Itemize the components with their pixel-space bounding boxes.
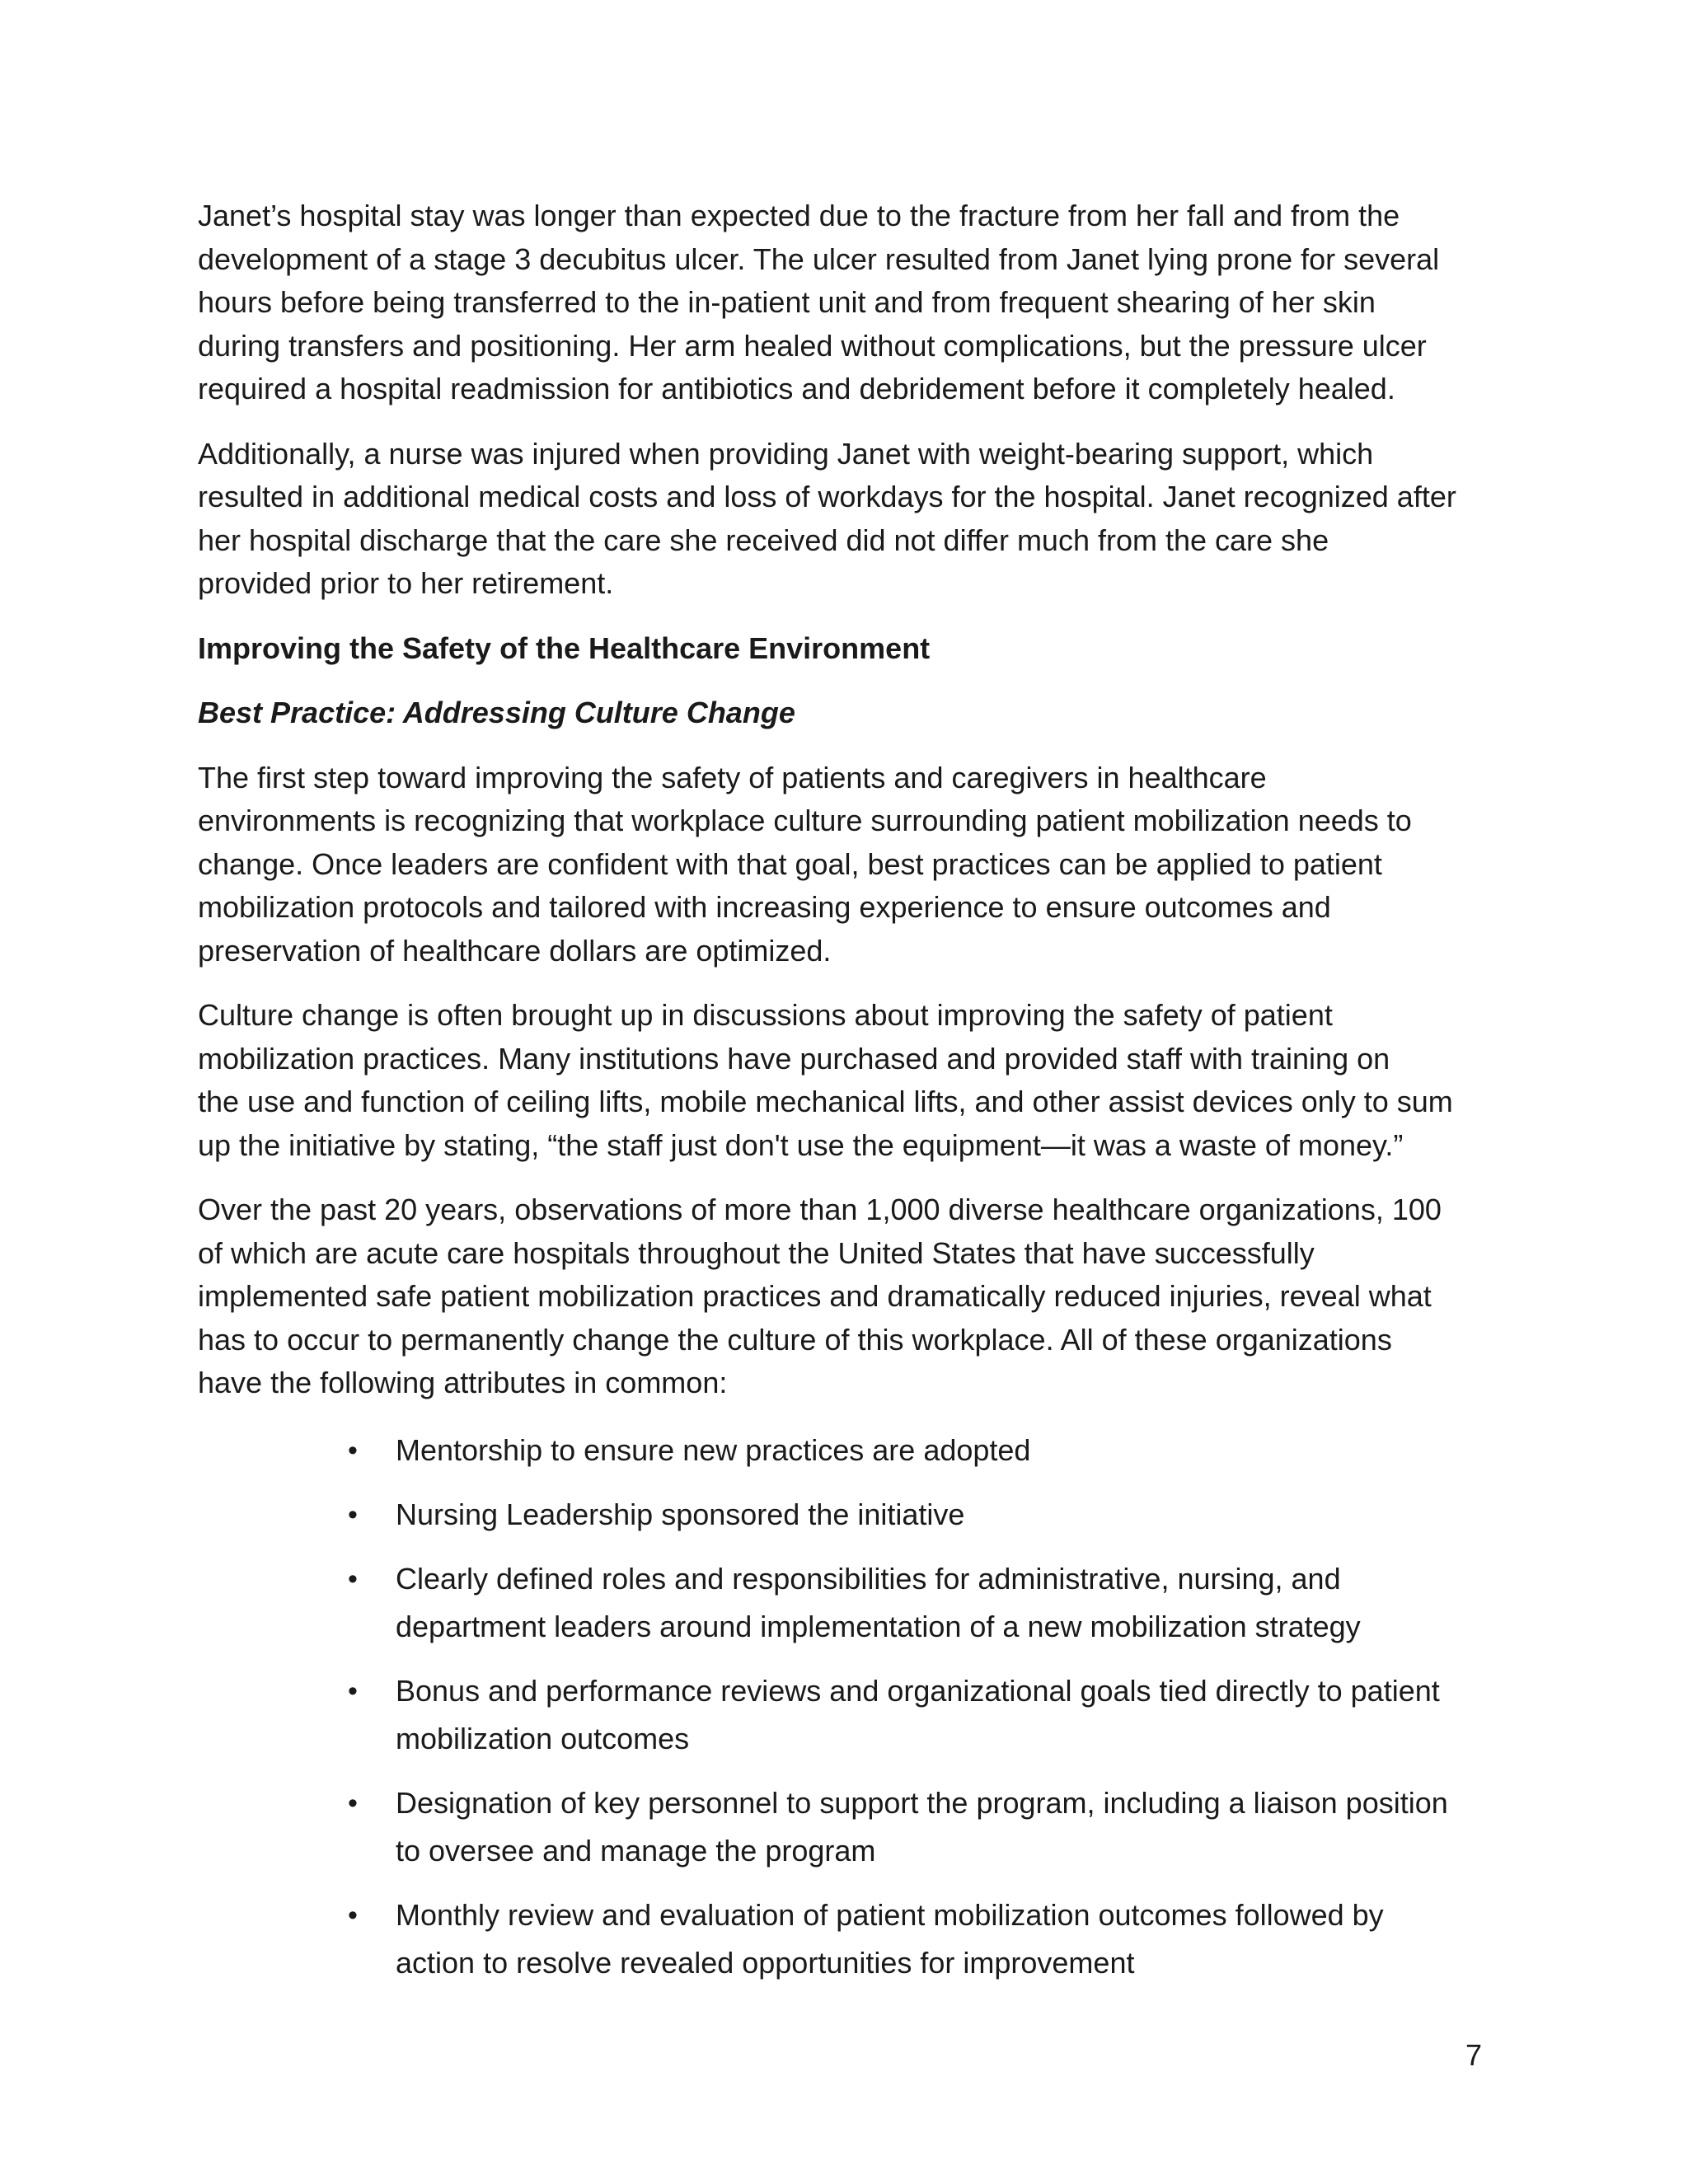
section-subheading: Best Practice: Addressing Culture Change (198, 696, 795, 729)
paragraph-culture-change: Culture change is often brought up in discussions about improving the safety of patient mobilization practices. Many institutions have purchased and provided staff with training on the use and function of ceiling lifts, mobile mechanical lifts, and other assist devices only to sum up the initiative by stating, “the staff just don't use the equipment—it was a waste of money.” (198, 998, 1453, 1162)
list-item (198, 1491, 1500, 1539)
list-item (198, 1779, 1500, 1875)
list-item-text: Monthly review and evaluation of patient mobilization outcomes followed by action to resolve revealed opportunities for improvement (396, 1897, 1384, 1980)
list-item (198, 1667, 1500, 1763)
page-content (198, 194, 1500, 2004)
bullet-icon: • (348, 1899, 358, 1931)
list-item (198, 1555, 1500, 1651)
list-item (198, 1891, 1500, 1987)
bullet-icon: • (348, 1675, 358, 1707)
bullet-icon: • (348, 1787, 358, 1819)
bullet-icon: • (348, 1563, 358, 1595)
list-item-text: Clearly defined roles and responsibilities for administrative, nursing, and department leaders around implementation of a new mobilization strategy (396, 1561, 1361, 1643)
bullet-icon: • (348, 1498, 358, 1530)
list-item-text: Nursing Leadership sponsored the initiative (396, 1497, 965, 1531)
attributes-bullet-list (198, 1427, 1500, 1987)
list-item (198, 1427, 1500, 1474)
bullet-icon: • (348, 1434, 358, 1466)
paragraph-observations: Over the past 20 years, observations of more than 1,000 diverse healthcare organizations, 100 of which are acute care hospitals throughout the United States that have successfully implemented safe patient mobilization practices and dramatically reduced injuries, reveal what has to occur to permanently change the culture of this workplace. All of these organizations have the following attributes in common: (198, 1193, 1442, 1399)
paragraph-first-step: The first step toward improving the safety of patients and caregivers in healthcare environments is recognizing that workplace culture surrounding patient mobilization needs to change. Once leaders are confident with that goal, best practices can be applied to patient mobilization protocols and tailored with increasing experience to ensure outcomes and preservation of healthcare dollars are optimized. (198, 760, 1412, 968)
list-item-text: Designation of key personnel to support the program, including a liaison position to oversee and manage the program (396, 1785, 1448, 1868)
paragraph-nurse-injury: Additionally, a nurse was injured when providing Janet with weight-bearing support, which resulted in additional medical costs and loss of workdays for the hospital. Janet recognized after her hospital discharge that the care she received did not differ much from the care she provided prior to her retirement. (198, 436, 1456, 600)
paragraph-hospital-stay: Janet’s hospital stay was longer than expected due to the fracture from her fall and from the development of a stage 3 decubitus ulcer. The ulcer resulted from Janet lying prone for several hours before being transferred to the in-patient unit and from frequent shearing of her skin during transfers and positioning. Her arm healed without complications, but the pressure ulcer required a hospital readmission for antibiotics and debridement before it completely healed. (198, 199, 1440, 405)
list-item-text: Mentorship to ensure new practices are adopted (396, 1432, 1031, 1467)
section-heading: Improving the Safety of the Healthcare Environment (198, 630, 931, 665)
list-item-text: Bonus and performance reviews and organizational goals tied directly to patient mobilization outcomes (396, 1673, 1440, 1755)
page-number: 7 (1465, 2038, 1482, 2072)
